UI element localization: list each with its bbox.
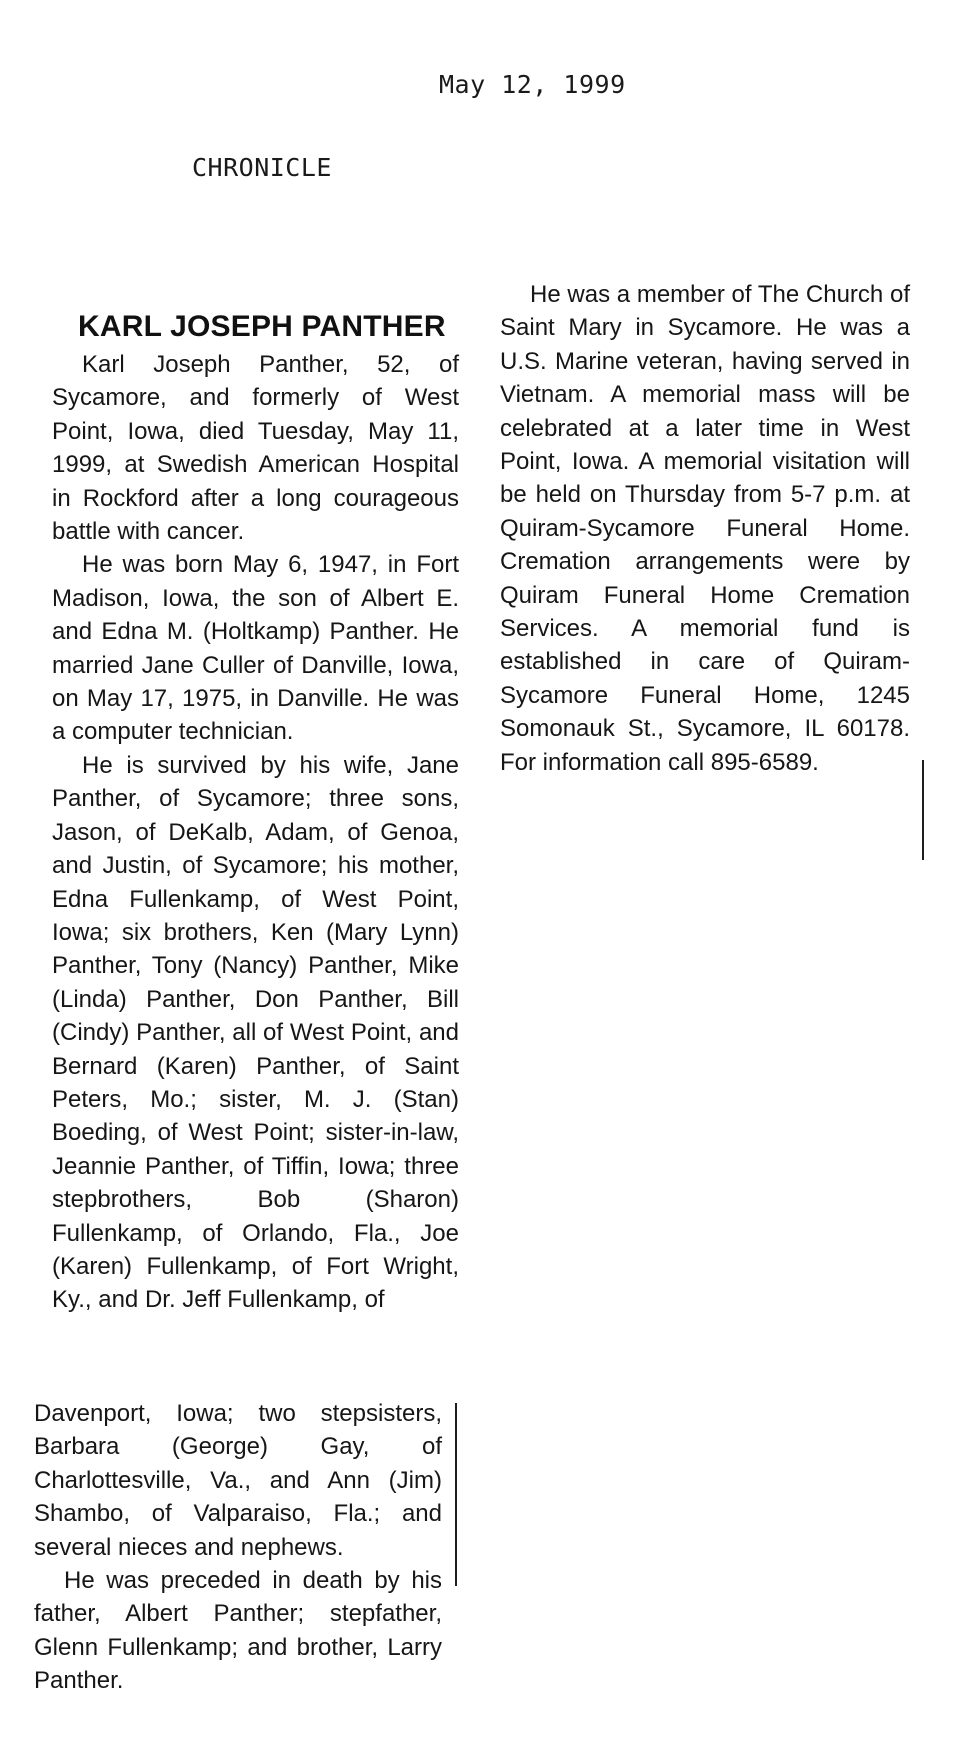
clipping-date: May 12, 1999 <box>439 70 626 99</box>
obituary-paragraph: He was preceded in death by his father, Albert Panther; stepfather, Glenn Fullenkamp; and brother, Larry Panther. <box>34 1567 442 1695</box>
obituary-paragraph: Davenport, Iowa; two stepsisters, Barbara (George) Gay, of Charlottesville, Va., and Ann (Jim) Shambo, of Valparaiso, Fla.; and several nieces and nephews. <box>34 1400 442 1561</box>
obituary-right-column <box>500 278 910 779</box>
column-rule <box>922 760 924 860</box>
obituary-headline: KARL JOSEPH PANTHER <box>78 310 446 343</box>
obituary-left-column-top <box>52 310 459 1317</box>
obituary-paragraph: He was born May 6, 1947, in Fort Madison, Iowa, the son of Albert E. and Edna M. (Holtkamp) Panther. He married Jane Culler of Danville, Iowa, on May 17, 1975, in Danville. He was a computer technician. <box>52 551 459 746</box>
publication-name: CHRONICLE <box>192 153 332 182</box>
column-rule <box>455 1403 457 1586</box>
obituary-paragraph: He was a member of The Church of Saint Mary in Sycamore. He was a U.S. Marine veteran, having served in Vietnam. A memorial mass will be celebrated at a later time in West Point, Iowa. A memorial visitation will be held on Thursday from 5-7 p.m. at Quiram-Sycamore Funeral Home. Cremation arrangements were by Quiram Funeral Home Cremation Services. A memorial fund is established in care of Quiram-Sycamore Funeral Home, 1245 Somonauk St., Sycamore, IL 60178. For information call 895-6589. <box>500 281 910 776</box>
obituary-paragraph: Karl Joseph Panther, 52, of Sycamore, and formerly of West Point, Iowa, died Tuesday, May 11, 1999, at Swedish American Hospital in Rockford after a long courageous battle with cancer. <box>52 351 459 546</box>
obituary-left-column-bottom <box>34 1397 442 1698</box>
obituary-paragraph: He is survived by his wife, Jane Panther, of Sycamore; three sons, Jason, of DeKalb, Adam, of Genoa, and Justin, of Sycamore; his mother, Edna Fullenkamp, of West Point, Iowa; six brothers, Ken (Mary Lynn) Panther, Tony (Nancy) Panther, Mike (Linda) Panther, Don Panther, Bill (Cindy) Panther, all of West Point, and Bernard (Karen) Panther, of Saint Peters, Mo.; sister, M. J. (Stan) Boeding, of West Point; sister-in-law, Jeannie Panther, of Tiffin, Iowa; three stepbrothers, Bob (Sharon) Fullenkamp, of Orlando, Fla., Joe (Karen) Fullenkamp, of Fort Wright, Ky., and Dr. Jeff Fullenkamp, of <box>52 751 459 1314</box>
